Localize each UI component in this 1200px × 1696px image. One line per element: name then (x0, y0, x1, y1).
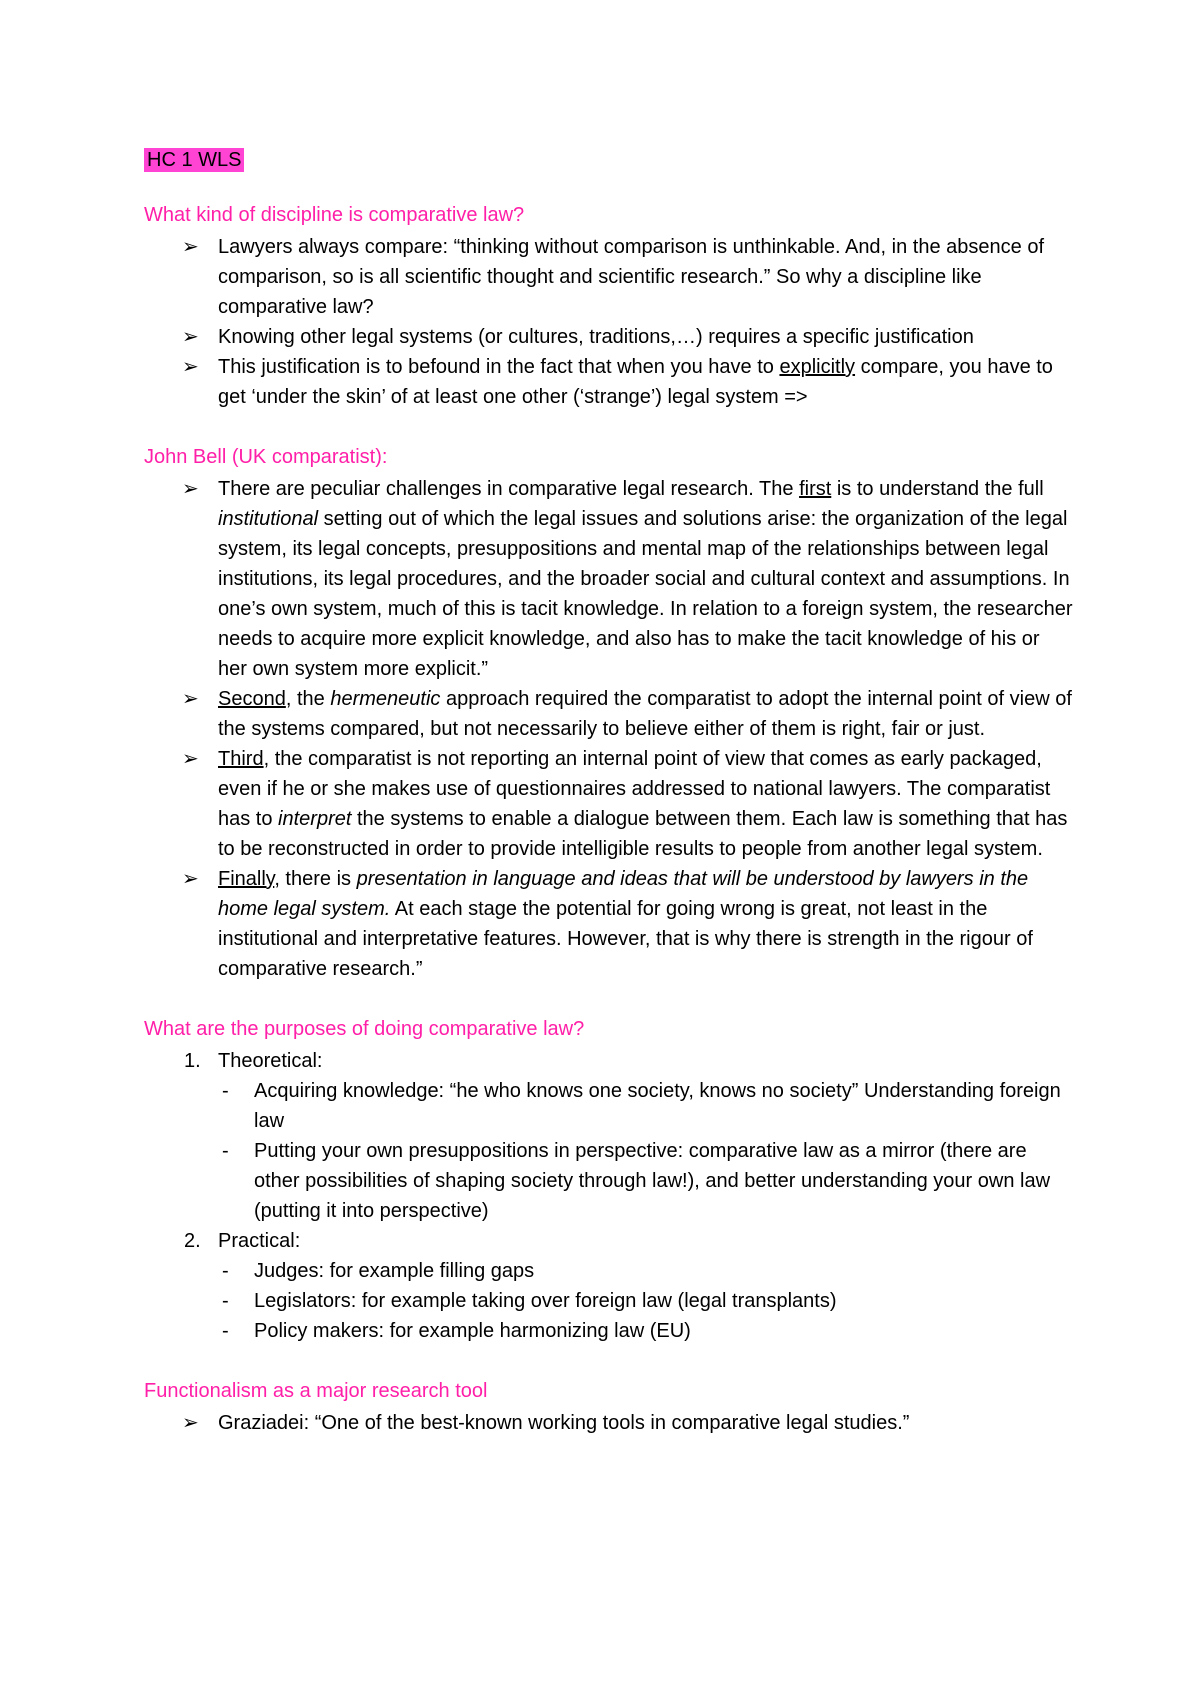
list-item: - Acquiring knowledge: “he who knows one society, knows no society” Understanding foreign law (218, 1076, 1074, 1136)
dash-bullet: - (222, 1320, 229, 1342)
dash-list (218, 1256, 1074, 1346)
arrow-bullet-icon: ➢ (182, 748, 199, 770)
arrow-bullet-icon: ➢ (182, 478, 199, 500)
arrow-bullet-icon: ➢ (182, 236, 199, 258)
dash-list (218, 1076, 1074, 1226)
dash-bullet: - (222, 1140, 229, 1162)
arrow-bullet-icon: ➢ (182, 356, 199, 378)
list-item: ➢ Knowing other legal systems (or cultures, traditions,…) requires a specific justification (144, 322, 1074, 352)
bullet-list-functionalism (144, 1408, 1074, 1438)
italic-term: hermeneutic (330, 688, 441, 710)
list-item: - Judges: for example filling gaps (218, 1256, 1074, 1286)
list-item: - Policy makers: for example harmonizing law (EU) (218, 1316, 1074, 1346)
bullet-list-discipline (144, 232, 1074, 412)
list-item: ➢ This justification is to befound in the fact that when you have to explicitly compare, you have to get ‘under the skin’ of at least one other (‘strange’) legal system => (144, 352, 1074, 412)
dash-bullet: - (222, 1290, 229, 1312)
arrow-bullet-icon: ➢ (182, 1412, 199, 1434)
numbered-list-purposes (144, 1046, 1074, 1346)
list-item: - Putting your own presuppositions in perspective: comparative law as a mirror (there are other possibilities of shaping society through law!), and better understanding your own law (putting it into perspective) (218, 1136, 1074, 1226)
dash-bullet: - (222, 1260, 229, 1282)
document-body (144, 148, 1074, 1438)
list-item: ➢ Finally, there is presentation in language and ideas that will be understood by lawyers in the home legal system. At each stage the potential for going wrong is great, not least in the institutional and interpretative features. However, that is why there is strength in the rigour of comparative research.” (144, 864, 1074, 984)
underlined-term: first (799, 478, 832, 500)
list-item: 2. Practical: - Judges: for example filling gaps - Legislators: for example taking over foreign law (legal transplants) - Policy makers: for example harmonizing law (EU) (144, 1226, 1074, 1346)
list-item: ➢ Graziadei: “One of the best-known working tools in comparative legal studies.” (144, 1408, 1074, 1438)
arrow-bullet-icon: ➢ (182, 326, 199, 348)
bullet-list-john-bell (144, 474, 1074, 984)
underlined-term: explicitly (779, 356, 856, 378)
list-number: 1. (184, 1050, 201, 1072)
list-item: ➢ Second, the hermeneutic approach required the comparatist to adopt the internal point of view of the systems compared, but not necessarily to believe either of them is right, fair or just. (144, 684, 1074, 744)
italic-term: interpret (278, 808, 352, 830)
list-item: 1. Theoretical: - Acquiring knowledge: “he who knows one society, knows no society” Understanding foreign law - Putting your own presuppositions in perspective: comparative law as a mirror (there are other possibilities of shaping society through law!), and better understanding your own law (putting it into perspective) (144, 1046, 1074, 1226)
underlined-term: Second (218, 688, 286, 710)
dash-bullet: - (222, 1080, 229, 1102)
italic-term: institutional (218, 508, 319, 530)
list-item: ➢ Third, the comparatist is not reporting an internal point of view that comes as early packaged, even if he or she makes use of questionnaires addressed to national lawyers. The comparatist has to interpret the systems to enable a dialogue between them. Each law is something that has to be reconstructed in order to provide intelligible results to people from another legal system. (144, 744, 1074, 864)
document-title: HC 1 WLS (144, 148, 244, 172)
section-heading-discipline: What kind of discipline is comparative law? (144, 204, 525, 226)
underlined-term: Finally (218, 868, 275, 890)
list-item: - Legislators: for example taking over foreign law (legal transplants) (218, 1286, 1074, 1316)
arrow-bullet-icon: ➢ (182, 688, 199, 710)
list-number: 2. (184, 1230, 201, 1252)
arrow-bullet-icon: ➢ (182, 868, 199, 890)
underlined-term: Third (218, 748, 264, 770)
italic-term: presentation in language and ideas that will be understood by lawyers in the home legal system. (218, 868, 1029, 920)
section-heading-purposes: What are the purposes of doing comparative law? (144, 1018, 585, 1040)
list-item: ➢ There are peculiar challenges in comparative legal research. The first is to understand the full institutional setting out of which the legal issues and solutions arise: the organization of the legal system, its legal concepts, presuppositions and mental map of the relationships between legal institutions, its legal procedures, and the broader social and cultural context and assumptions. In one’s own system, much of this is tacit knowledge. In relation to a foreign system, the researcher needs to acquire more explicit knowledge, and also has to make the tacit knowledge of his or her own system more explicit.” (144, 474, 1074, 684)
list-item: ➢ Lawyers always compare: “thinking without comparison is unthinkable. And, in the absence of comparison, so is all scientific thought and scientific research.” So why a discipline like comparative law? (144, 232, 1074, 322)
section-heading-functionalism: Functionalism as a major research tool (144, 1380, 488, 1402)
section-heading-john-bell: John Bell (UK comparatist): (144, 446, 388, 468)
